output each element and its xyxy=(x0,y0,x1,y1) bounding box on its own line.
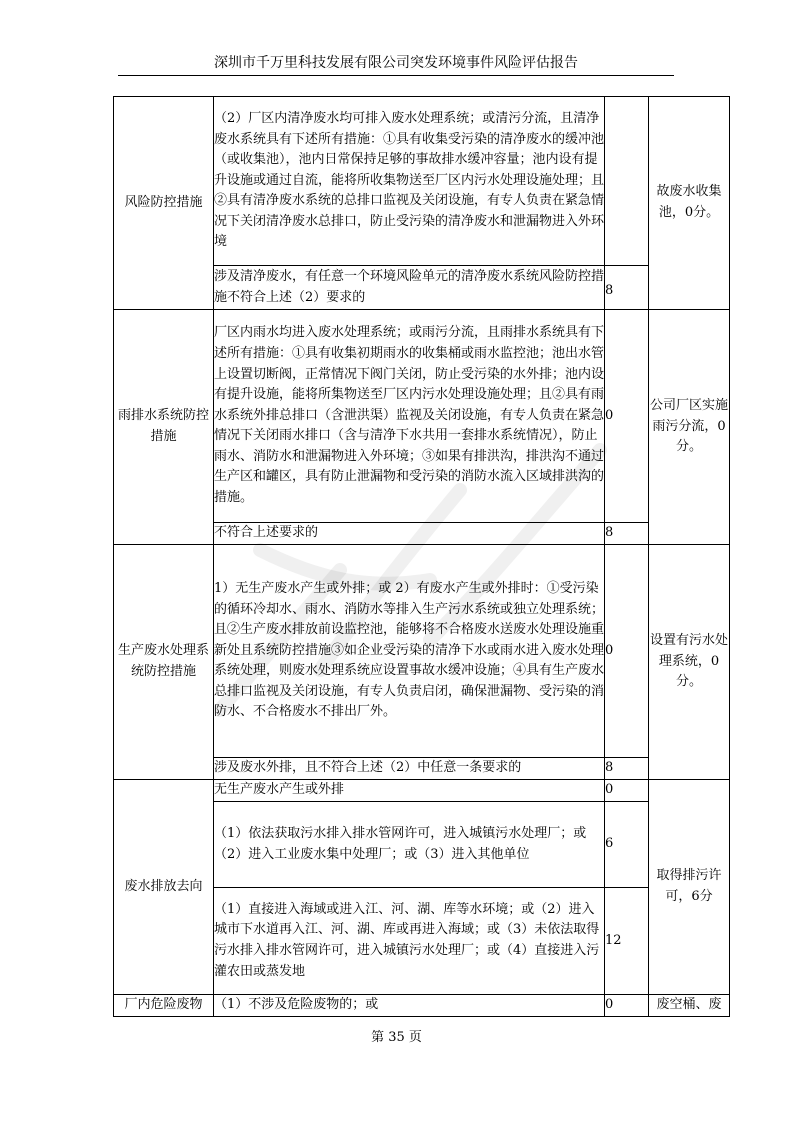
score-cell: 0 xyxy=(605,545,649,758)
risk-assessment-table xyxy=(113,96,730,1017)
criteria-cell: 涉及废水外排，且不符合上述（2）中任意一条要求的 xyxy=(214,758,605,780)
criteria-cell: 1）无生产废水产生或外排；或 2）有废水产生或外排时：①受污染的循环冷却水、雨水、消防水等排入生产污水系统或独立处理系统；且②生产废水排放前设监控池，能够将不合格废水送废水处理设施重新处且系统防控措施③如企业受污染的清净下水或雨水进入废水处理系统处理，则废水处理系统应设置事故水缓冲设施；④具有生产废水总排口监视及关闭设施，有专人负责启闭，确保泄漏物、受污染的消防水、不合格废水不排出厂外。 xyxy=(214,545,605,758)
remark-cell: 废空桶、废 xyxy=(649,995,730,1017)
page-number: 第 35 页 xyxy=(371,1030,422,1045)
category-cell: 厂内危险废物 xyxy=(114,995,214,1017)
table-row xyxy=(114,780,730,802)
criteria-cell: 涉及清净废水，有任意一个环境风险单元的清净废水系统风险防控措施不符合上述（2）要求的 xyxy=(214,266,605,310)
score-cell: 6 xyxy=(605,802,649,888)
score-cell: 8 xyxy=(605,758,649,780)
criteria-cell: 无生产废水产生或外排 xyxy=(214,780,605,802)
score-cell: 8 xyxy=(605,266,649,310)
score-cell: 12 xyxy=(605,888,649,995)
category-cell: 雨排水系统防控措施 xyxy=(114,310,214,545)
score-cell: 0 xyxy=(605,780,649,802)
category-cell: 废水排放去向 xyxy=(114,780,214,995)
table-row xyxy=(114,310,730,523)
remark-cell: 故废水收集池，0分。 xyxy=(649,97,730,310)
criteria-cell: （1）依法获取污水排入排水管网许可，进入城镇污水处理厂；或（2）进入工业废水集中处理厂；或（3）进入其他单位 xyxy=(214,802,605,888)
category-cell: 风险防控措施 xyxy=(114,97,214,310)
header-divider xyxy=(118,75,674,76)
score-cell: 8 xyxy=(605,523,649,545)
remark-cell: 取得排污许可，6分 xyxy=(649,780,730,995)
criteria-cell: （1）直接进入海域或进入江、河、湖、库等水环境；或（2）进入城市下水道再入江、河、湖、库或再进入海域；或（3）未依法取得污水排入排水管网许可，进入城镇污水处理厂；或（4）直接进入污灌农田或蒸发地 xyxy=(214,888,605,995)
remark-cell: 设置有污水处理系统，0分。 xyxy=(649,545,730,780)
score-cell: 0 xyxy=(605,310,649,523)
table-row xyxy=(114,995,730,1017)
table-row xyxy=(114,545,730,758)
score-cell: 0 xyxy=(605,995,649,1017)
page-header-title: 深圳市千万里科技发展有限公司突发环境事件风险评估报告 xyxy=(214,55,578,71)
category-cell: 生产废水处理系统防控措施 xyxy=(114,545,214,780)
criteria-cell: 不符合上述要求的 xyxy=(214,523,605,545)
criteria-cell: 厂区内雨水均进入废水处理系统；或雨污分流，且雨排水系统具有下述所有措施：①具有收集初期雨水的收集桶或雨水监控池；池出水管上设置切断阀，正常情况下阀门关闭，防止受污染的水外排；池内设有提升设施，能将所集物送至厂区内污水处理设施处理；且②具有雨水系统外排总排口（含泄洪渠）监视及关闭设施，有专人负责在紧急情况下关闭雨水排口（含与清净下水共用一套排水系统情况），防止雨水、消防水和泄漏物进入外环境；③如果有排洪沟，排洪沟不通过生产区和罐区，具有防止泄漏物和受污染的消防水流入区域排洪沟的措施。 xyxy=(214,310,605,523)
criteria-cell: （1）不涉及危险废物的；或 xyxy=(214,995,605,1017)
score-cell xyxy=(605,97,649,266)
criteria-cell: （2）厂区内清净废水均可排入废水处理系统；或清污分流，且清净废水系统具有下述所有措施：①具有收集受污染的清净废水的缓冲池（或收集池），池内日常保持足够的事故排水缓冲容量；池内设有提升设施或通过自流，能将所收集物送至厂区内污水处理设施处理；且②具有清净废水系统的总排口监视及关闭设施，有专人负责在紧急情况下关闭清净废水总排口，防止受污染的清净废水和泄漏物进入外环境 xyxy=(214,97,605,266)
remark-cell: 公司厂区实施雨污分流，0分。 xyxy=(649,310,730,545)
table-row xyxy=(114,97,730,266)
